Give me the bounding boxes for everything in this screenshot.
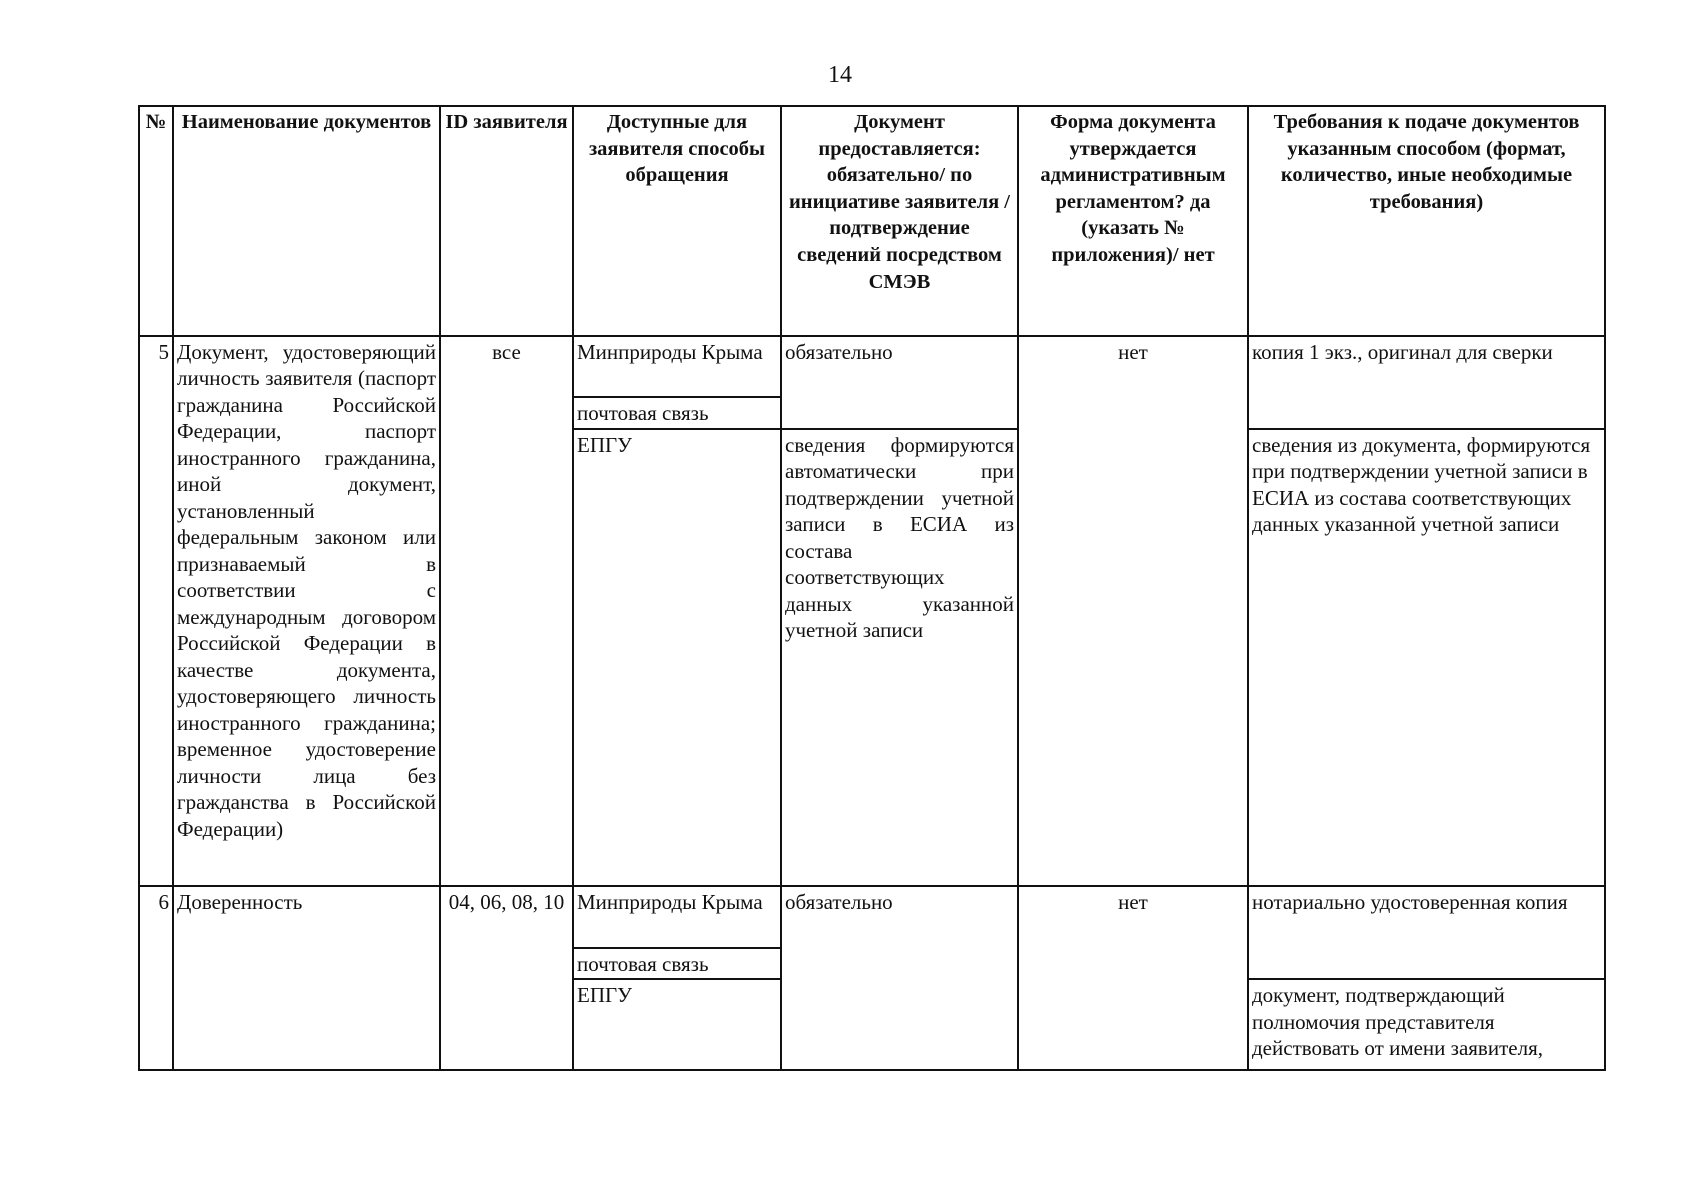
row-number: 6 xyxy=(139,886,173,1070)
row-number: 5 xyxy=(139,336,173,886)
requirements-epgu: сведения из документа, формируются при подтверждении учетной записи в ЕСИА из состава соответствующих данных указанной учетной записи xyxy=(1248,429,1605,886)
header-form: Форма документа утверждается административным регламентом? да (указать № приложения)/ нет xyxy=(1018,106,1248,336)
requirements-main: нотариально удостоверенная копия xyxy=(1248,886,1605,979)
requirements-main: копия 1 экз., оригинал для сверки xyxy=(1248,336,1605,429)
channel-ministry: Минприроды Крыма xyxy=(573,336,781,398)
provided-main: обязательно xyxy=(781,886,1018,1070)
table-row xyxy=(139,336,1605,398)
channel-post: почтовая связь xyxy=(573,397,781,428)
header-channels: Доступные для заявителя способы обращения xyxy=(573,106,781,336)
document-name: Доверенность xyxy=(173,886,440,1070)
form-approved: нет xyxy=(1018,886,1248,1070)
header-provided: Документ предоставляется: обязательно/ по инициативе заявителя /подтверждение сведений посредством СМЭВ xyxy=(781,106,1018,336)
channel-epgu: ЕПГУ xyxy=(573,979,781,1070)
applicant-id: 04, 06, 08, 10 xyxy=(440,886,573,1070)
channel-ministry: Минприроды Крыма xyxy=(573,886,781,948)
documents-table xyxy=(138,105,1606,1071)
header-row xyxy=(139,106,1605,336)
provided-main: обязательно xyxy=(781,336,1018,429)
header-num: № xyxy=(139,106,173,336)
provided-epgu: сведения формируются автоматически при подтверждении учетной записи в ЕСИА из состава соответствующих данных указанной учетной записи xyxy=(781,429,1018,886)
header-name: Наименование документов xyxy=(173,106,440,336)
header-id: ID заявителя xyxy=(440,106,573,336)
channel-post: почтовая связь xyxy=(573,948,781,979)
table-row xyxy=(139,886,1605,948)
form-approved: нет xyxy=(1018,336,1248,886)
page-number: 14 xyxy=(828,62,852,88)
applicant-id: все xyxy=(440,336,573,886)
header-requirements: Требования к подаче документов указанным способом (формат, количество, иные необходимые требования) xyxy=(1248,106,1605,336)
document-name: Документ, удостоверяющий личность заявителя (паспорт гражданина Российской Федерации, паспорт иностранного гражданина, иной документ, установленный федеральным законом или признаваемый в соответствии с международным договором Российской Федерации в качестве документа, удостоверяющего личность иностранного гражданина; временное удостоверение личности лица без гражданства в Российской Федерации) xyxy=(173,336,440,886)
channel-epgu: ЕПГУ xyxy=(573,429,781,886)
requirements-epgu: документ, подтверждающий полномочия представителя действовать от имени заявителя, xyxy=(1248,979,1605,1070)
